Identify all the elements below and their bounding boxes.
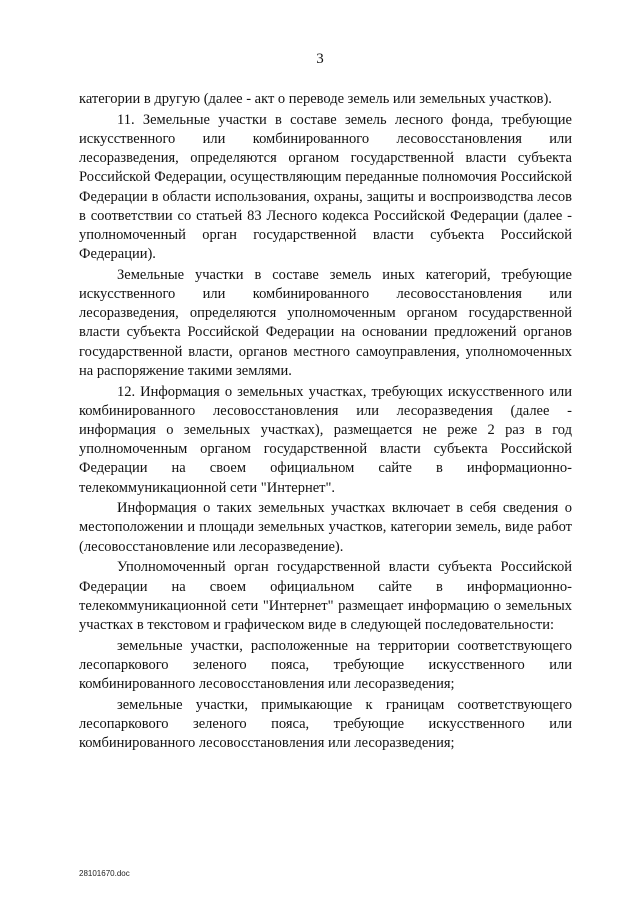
- paragraph: Уполномоченный орган государственной власти субъекта Российской Федерации на своем официальном сайте в информационно-телекоммуникационной сети "Интернет" размещает информацию о земельных участках в текстовом и графическом виде в следующей последовательности:: [79, 559, 572, 633]
- paragraph: Информация о таких земельных участках включает в себя сведения о местоположении и площади земельных участков, категории земель, виде работ (лесовосстановление или лесоразведение).: [79, 500, 572, 555]
- paragraph: Земельные участки в составе земель иных категорий, требующие искусственного или комбинированного лесовосстановления или лесоразведения, определяются уполномоченным органом государственной власти субъекта Российской Федерации на основании предложений органов государственной власти, органов местного самоуправления, уполномоченных на распоряжение такими землями.: [79, 266, 572, 379]
- paragraph: 12. Информация о земельных участках, требующих искусственного или комбинированного лесовосстановления или лесоразведения (далее - информация о земельных участках), размещается не реже 2 раз в год уполномоченным органом государственной власти субъекта Российской Федерации на своем официальном сайте в информационно-телекоммуникационной сети "Интернет".: [79, 383, 572, 496]
- list-item: земельные участки, расположенные на территории соответствующего лесопаркового зеленого пояса, требующие искусственного или комбинированного лесовосстановления или лесоразведения;: [79, 637, 572, 693]
- list-item: земельные участки, примыкающие к границам соответствующего лесопаркового зеленого пояса, требующие искусственного или комбинированного лесовосстановления или лесоразведения;: [79, 696, 572, 752]
- page-number: 3: [316, 51, 324, 67]
- paragraph: категории в другую (далее - акт о переводе земель или земельных участков).: [79, 91, 552, 107]
- footer-filename: 28101670.doc: [79, 869, 130, 878]
- document-body: [79, 90, 572, 755]
- paragraph: 11. Земельные участки в составе земель лесного фонда, требующие искусственного или комбинированного лесовосстановления или лесоразведения, определяются органом государственной власти субъекта Российской Федерации, осуществляющим переданные полномочия Российской Федерации в области использования, охраны, защиты и воспроизводства лесов в соответствии со статьей 83 Лесного кодекса Российской Федерации (далее - уполномоченный орган государственной власти субъекта Российской Федерации).: [79, 111, 572, 263]
